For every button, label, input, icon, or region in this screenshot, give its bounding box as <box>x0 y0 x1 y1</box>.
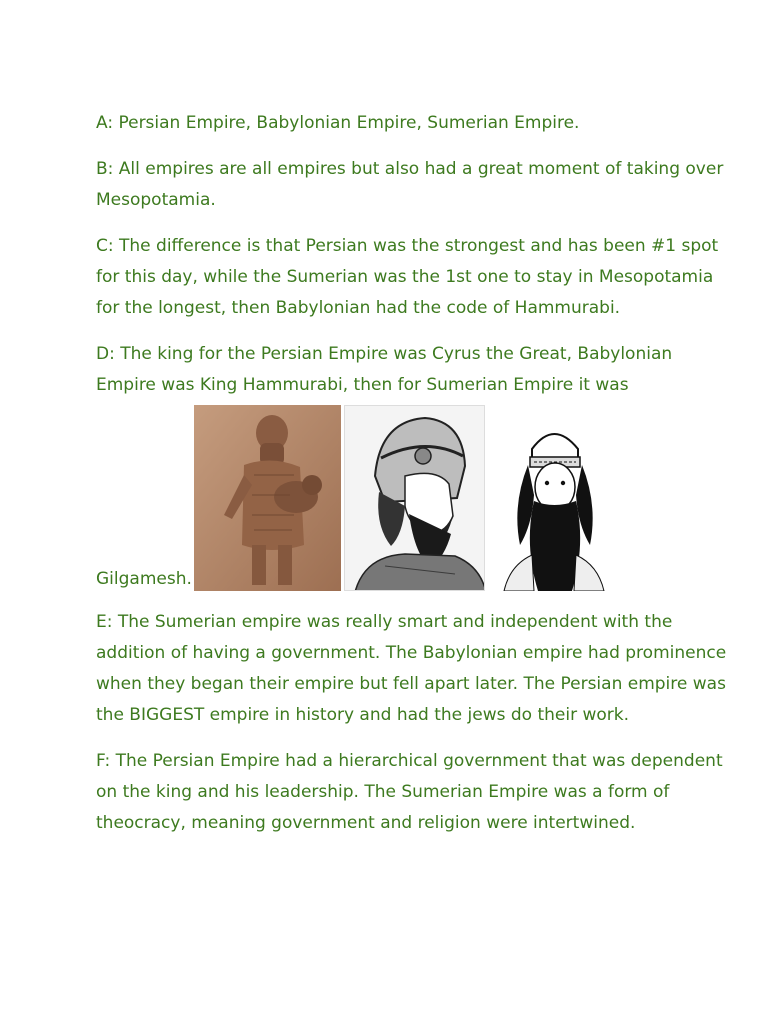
gilgamesh-portrait-image <box>488 405 620 591</box>
paragraph-b: B: All empires are all empires but also had a great moment of taking over Mesopotamia. <box>96 159 724 210</box>
paragraph-d-end: Gilgamesh. <box>96 569 192 589</box>
paragraph-e: E: The Sumerian empire was really smart and independent with the addition of having a government. The Babylonian empire had prominence when they began their empire but fell apart later. The Persian empire was the BIGGEST empire in history and had the jews do their work. <box>96 612 727 725</box>
kings-images-row <box>96 405 736 591</box>
paragraph-f: F: The Persian Empire had a hierarchical government that was dependent on the king and his leadership. The Sumerian Empire was a form of theocracy, meaning government and religion were intertwined. <box>96 751 723 833</box>
cyrus-portrait-image <box>344 405 485 591</box>
stone-relief-image <box>194 405 341 591</box>
paragraph-c: C: The difference is that Persian was the strongest and has been #1 spot for this day, while the Sumerian was the 1st one to stay in Mesopotamia for the longest, then Babylonian had the code of Hammurabi. <box>96 236 719 318</box>
document-page <box>96 108 736 854</box>
paragraph-d: D: The king for the Persian Empire was Cyrus the Great, Babylonian Empire was King Hammurabi, then for Sumerian Empire it was <box>96 344 673 395</box>
paragraph-a: A: Persian Empire, Babylonian Empire, Sumerian Empire. <box>96 113 580 133</box>
